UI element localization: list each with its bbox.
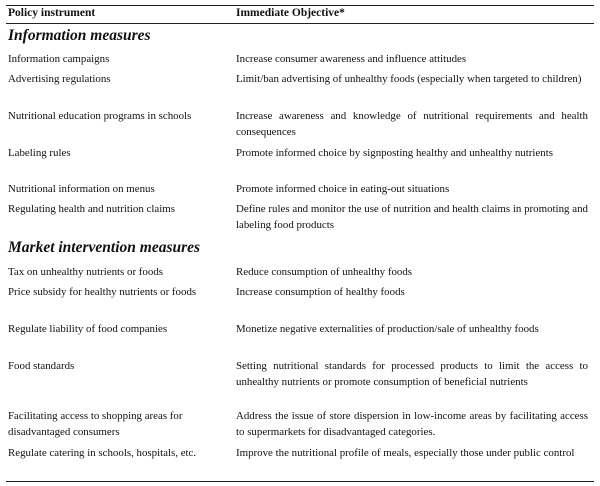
- instrument-cell: Nutritional education programs in schools: [8, 110, 192, 122]
- objective-cell: Setting nutritional standards for processed products to limit the access to unhealthy nutrients or promote consumption of beneficial nutrients: [236, 360, 588, 388]
- instrument-cell: Nutritional information on menus: [8, 183, 155, 195]
- objective-cell: Monetize negative externalities of production/sale of unhealthy foods: [236, 323, 539, 335]
- objective-cell: Address the issue of store dispersion in low-income areas by facilitating access to supermarkets for disadvantaged categories.: [236, 410, 588, 438]
- instrument-cell: Labeling rules: [8, 147, 71, 159]
- instrument-cell: Facilitating access to shopping areas for disadvantaged consumers: [8, 410, 183, 438]
- column-header-instrument: Policy instrument: [8, 7, 96, 19]
- objective-cell: Improve the nutritional profile of meals, especially those under public control: [236, 447, 575, 459]
- instrument-cell: Information campaigns: [8, 53, 110, 65]
- header-rule: [6, 23, 594, 24]
- objective-cell: Limit/ban advertising of unhealthy foods (especially when targeted to children): [236, 73, 582, 85]
- instrument-cell: Tax on unhealthy nutrients or foods: [8, 266, 164, 278]
- objective-cell: Increase awareness and knowledge of nutritional requirements and health consequences: [236, 110, 588, 138]
- objective-cell: Promote informed choice by signposting healthy and unhealthy nutrients: [236, 147, 553, 159]
- instrument-cell: Advertising regulations: [8, 73, 111, 85]
- objective-cell: Increase consumption of healthy foods: [236, 286, 405, 298]
- objective-cell: Reduce consumption of unhealthy foods: [236, 266, 413, 278]
- section-title: Information measures: [8, 27, 151, 44]
- objective-cell: Increase consumer awareness and influence attitudes: [236, 53, 467, 65]
- objective-cell: Define rules and monitor the use of nutrition and health claims in promoting and labeling food products: [236, 203, 588, 231]
- instrument-cell: Regulating health and nutrition claims: [8, 203, 175, 215]
- instrument-cell: Regulate liability of food companies: [8, 323, 168, 335]
- instrument-cell: Food standards: [8, 360, 75, 372]
- bottom-rule: [6, 481, 594, 482]
- objective-cell: Promote informed choice in eating-out situations: [236, 183, 450, 195]
- instrument-cell: Regulate catering in schools, hospitals, etc.: [8, 447, 197, 459]
- column-header-objective: Immediate Objective*: [236, 7, 345, 19]
- section-title: Market intervention measures: [8, 239, 201, 256]
- instrument-cell: Price subsidy for healthy nutrients or foods: [8, 286, 197, 298]
- top-rule: [6, 5, 594, 6]
